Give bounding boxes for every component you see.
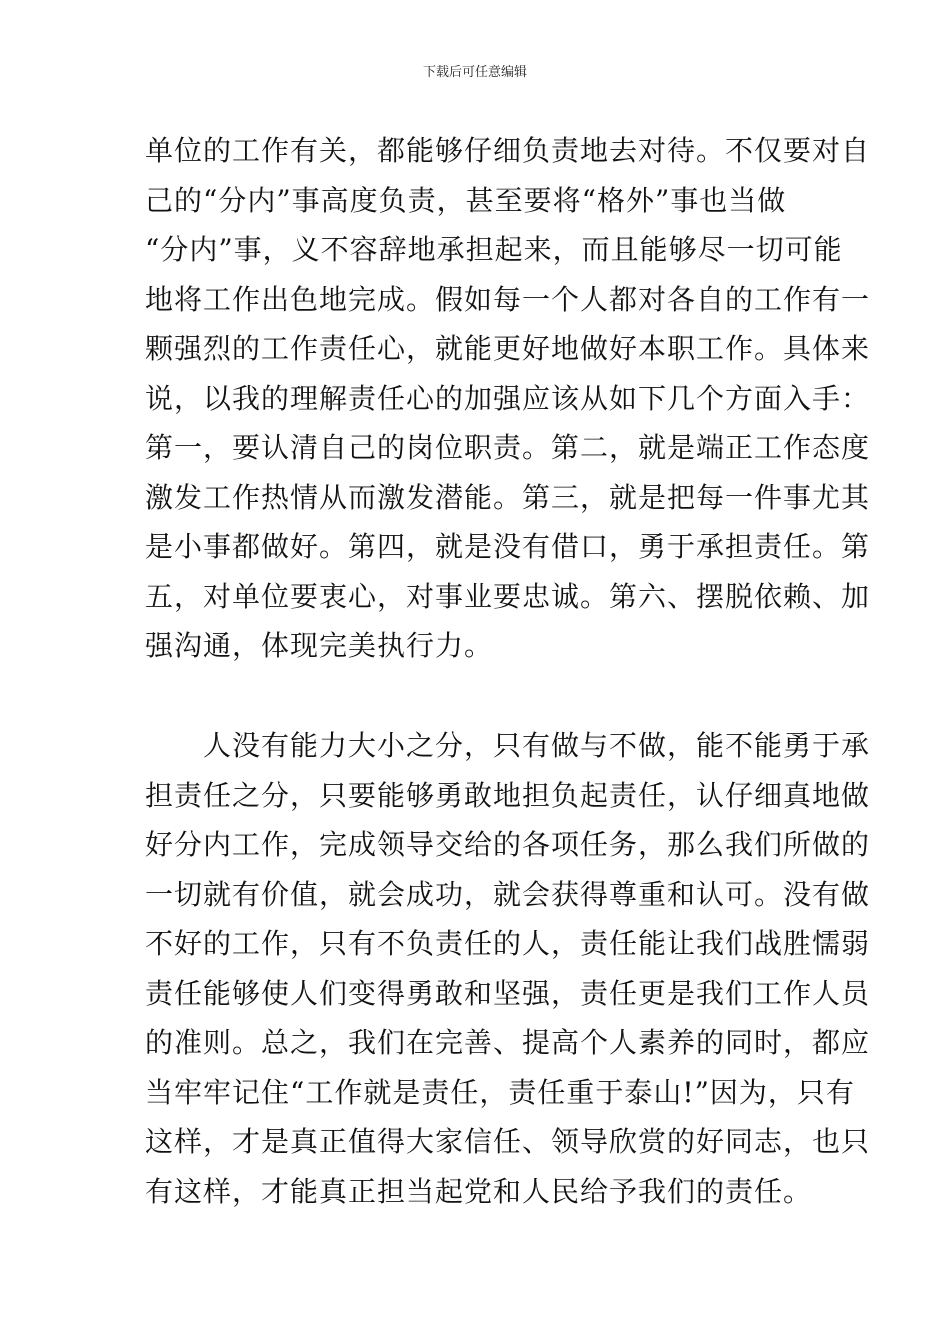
- text-line: 是小事都做好。第四，就是没有借口，勇于承担责任。第: [145, 530, 871, 563]
- text-line: 好分内工作，完成领导交给的各项任务，那么我们所做的: [145, 828, 871, 861]
- text-line: 有这样，才能真正担当起党和人民给予我们的责任。: [145, 1174, 813, 1208]
- text-line: “分内”事，义不容辞地承担起来，而且能够尽一切可能: [145, 233, 843, 266]
- paragraph-2: [145, 721, 871, 1216]
- text-line: 强沟通，体现完美执行力。: [145, 629, 494, 662]
- text-line: 责任能够使人们变得勇敢和坚强，责任更是我们工作人员: [145, 976, 871, 1010]
- paragraph-1: [145, 126, 871, 671]
- text-line: 单位的工作有关，都能够仔细负责地去对待。不仅要对自: [145, 134, 871, 167]
- text-line: 的准则。总之，我们在完善、提高个人素养的同时，都应: [145, 1026, 871, 1059]
- text-line: 颗强烈的工作责任心，就能更好地做好本职工作。具体来: [145, 332, 871, 365]
- page-header: 下载后可任意编辑: [422, 65, 527, 80]
- text-line: 说，以我的理解责任心的加强应该从如下几个方面入手：: [145, 381, 871, 415]
- text-line: 不好的工作，只有不负责任的人，责任能让我们战胜懦弱: [145, 927, 871, 960]
- text-line: 地将工作出色地完成。假如每一个人都对各自的工作有一: [145, 282, 871, 316]
- text-line: 一切就有价值，就会成功，就会获得尊重和认可。没有做: [145, 877, 871, 911]
- text-line: 激发工作热情从而激发潜能。第三，就是把每一件事尤其: [145, 480, 871, 514]
- text-line: 人没有能力大小之分，只有做与不做，能不能勇于承: [145, 729, 871, 762]
- text-line: 第一，要认清自己的岗位职责。第二，就是端正工作态度: [145, 431, 871, 464]
- text-line: 这样，才是真正值得大家信任、领导欣赏的好同志，也只: [145, 1125, 871, 1158]
- text-line: 当牢牢记住“工作就是责任，责任重于泰山!”因为，只有: [145, 1075, 855, 1109]
- text-line: 五，对单位要衷心，对事业要忠诚。第六、摆脱依赖、加: [145, 579, 871, 613]
- text-line: 己的“分内”事高度负责，甚至要将“格外”事也当做: [145, 183, 787, 217]
- text-line: 担责任之分，只要能够勇敢地担负起责任，认仔细真地做: [145, 778, 871, 812]
